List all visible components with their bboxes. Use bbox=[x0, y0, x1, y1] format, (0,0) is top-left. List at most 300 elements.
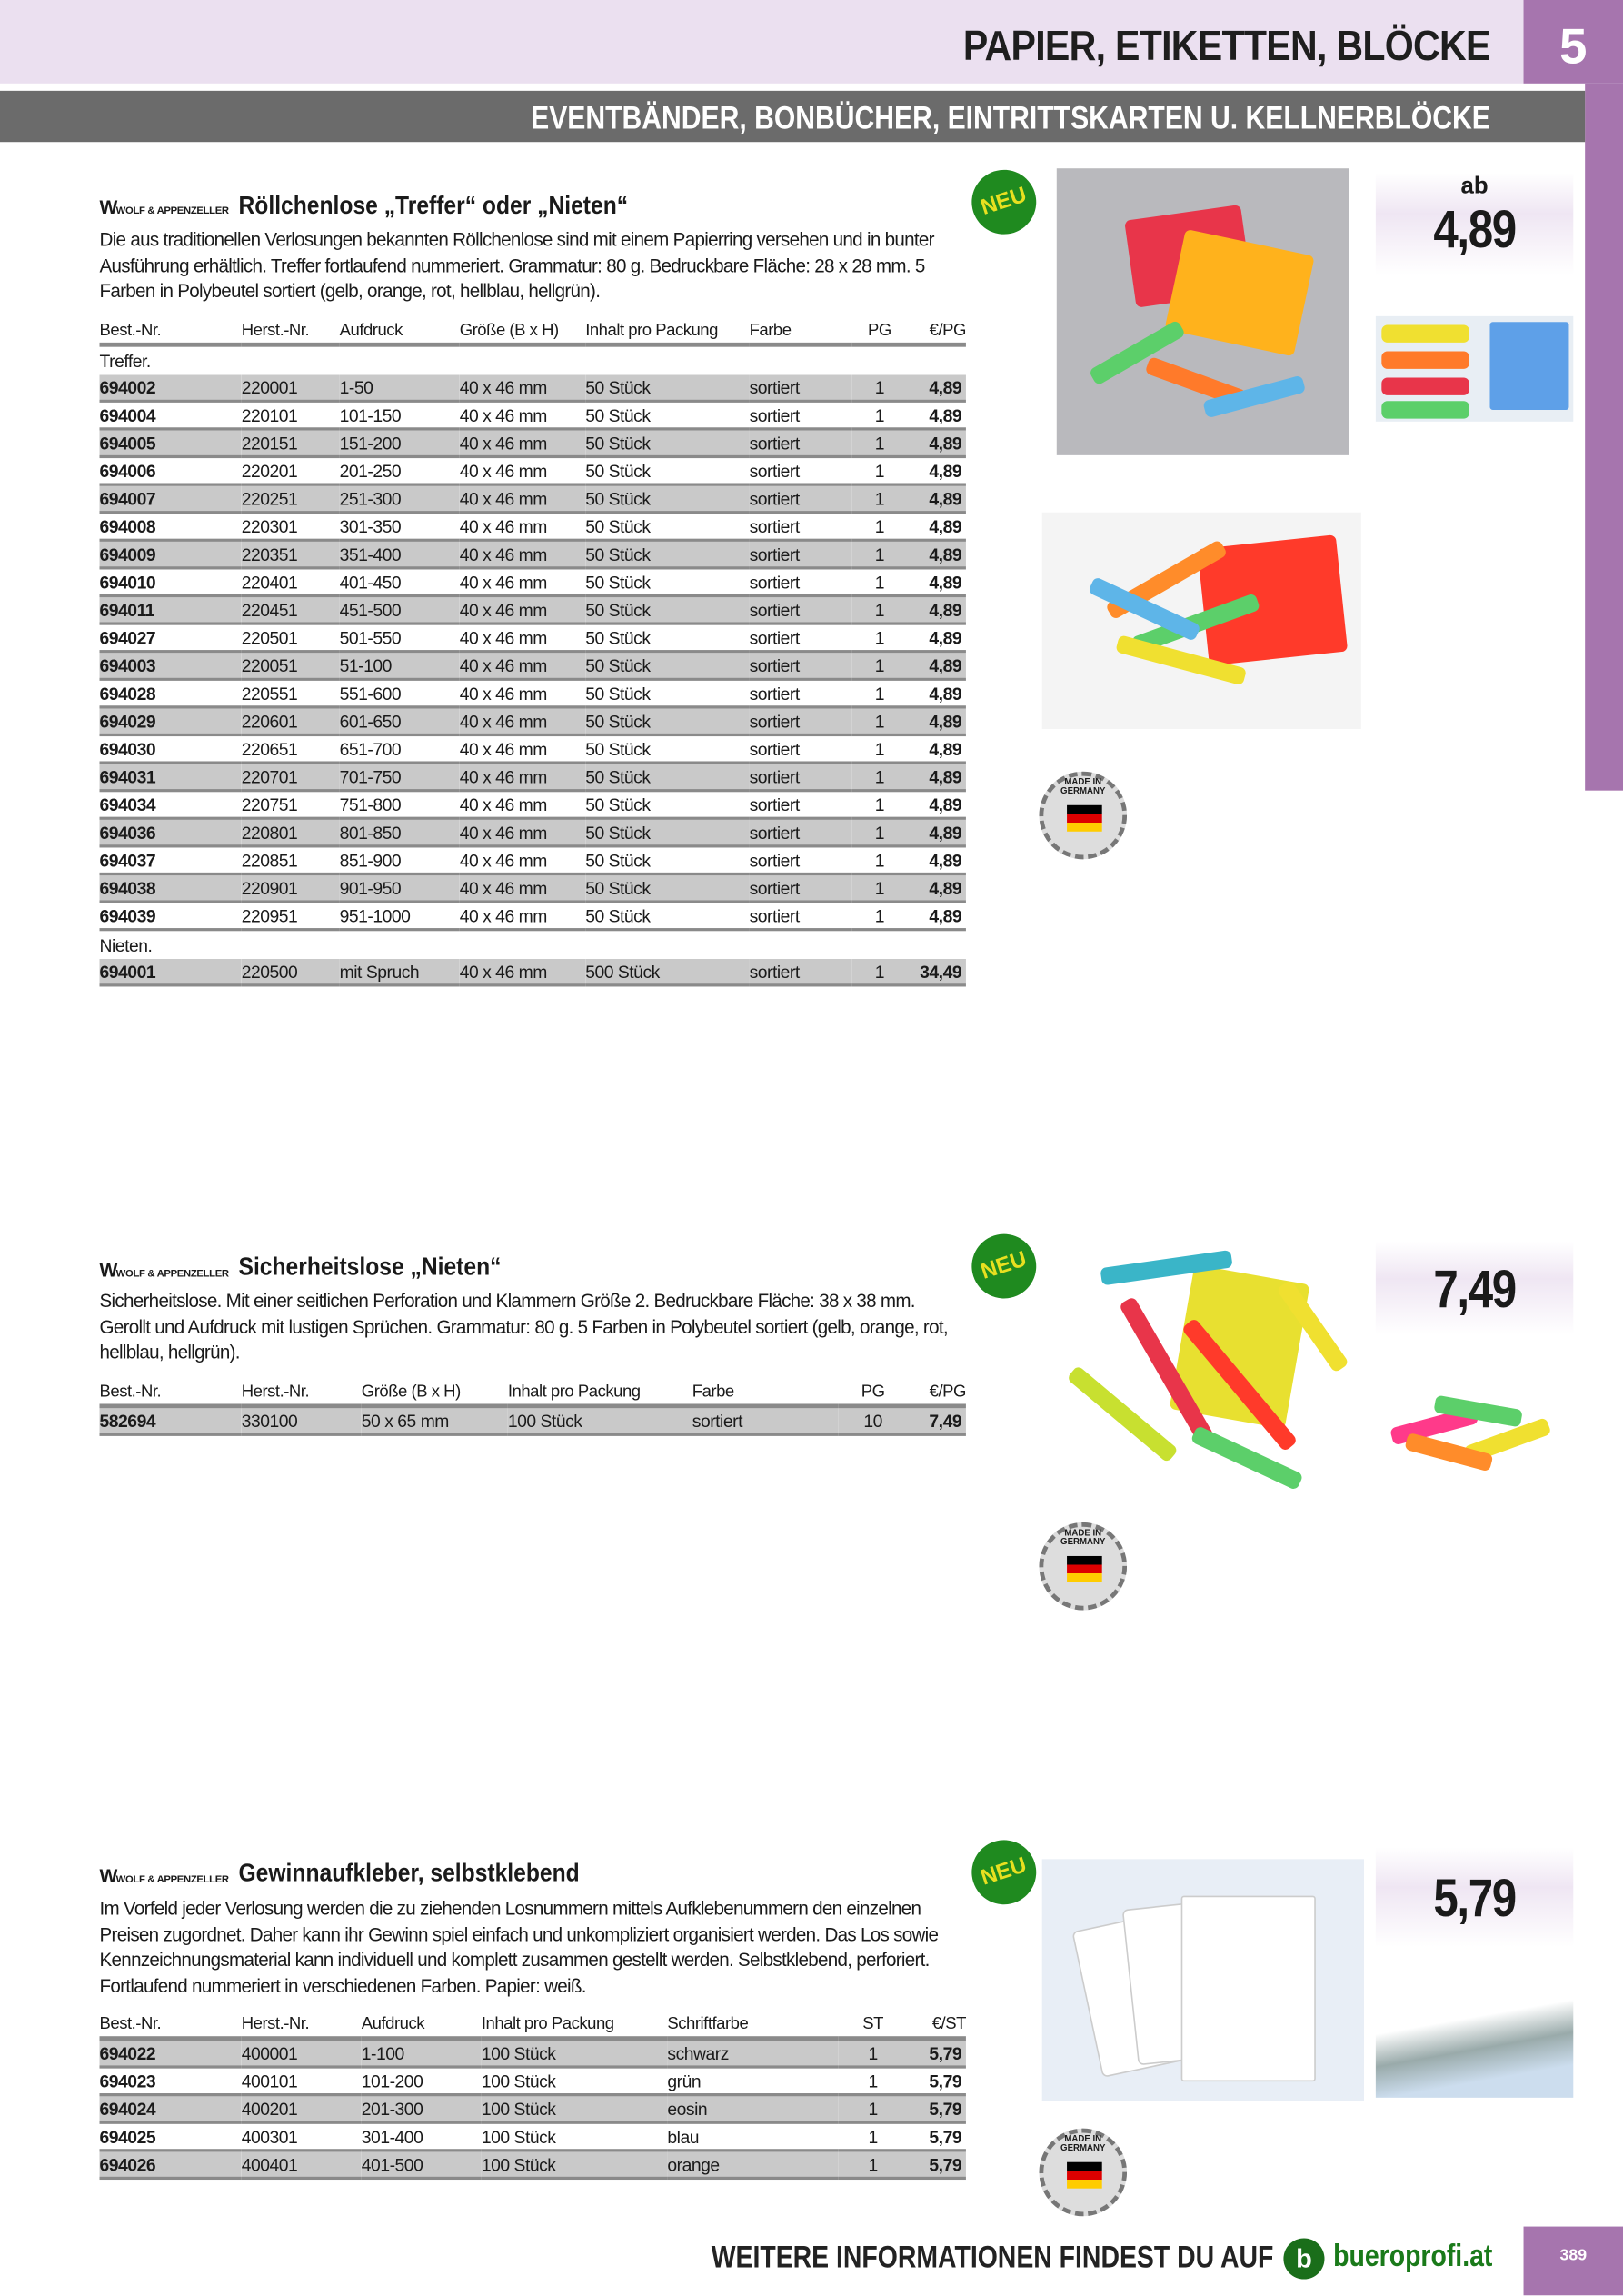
germany-flag-icon bbox=[1067, 805, 1102, 832]
table-cell: 1 bbox=[851, 456, 907, 484]
table-cell: 40 x 46 mm bbox=[460, 707, 586, 735]
table-cell: 851-900 bbox=[340, 846, 460, 874]
table-cell: 40 x 46 mm bbox=[460, 429, 586, 457]
table-cell: 220851 bbox=[242, 846, 340, 874]
table-cell: 1 bbox=[851, 624, 907, 652]
table-row[interactable] bbox=[100, 846, 966, 874]
table-cell: 1 bbox=[851, 679, 907, 707]
table-cell: 40 x 46 mm bbox=[460, 679, 586, 707]
table-cell: 220751 bbox=[242, 791, 340, 819]
table-cell: 40 x 46 mm bbox=[460, 791, 586, 819]
order-number: 694024 bbox=[100, 2095, 242, 2123]
price-cell: 4,89 bbox=[908, 484, 966, 513]
table-cell: 100 Stück bbox=[482, 2095, 668, 2123]
table-cell: eosin bbox=[667, 2095, 838, 2123]
table-cell: 40 x 46 mm bbox=[460, 484, 586, 513]
table-cell: 1 bbox=[851, 484, 907, 513]
table-cell: 1 bbox=[851, 902, 907, 930]
table-cell: 400301 bbox=[242, 2122, 362, 2151]
table-cell: 1 bbox=[839, 2151, 908, 2179]
product-image-2 bbox=[1042, 513, 1361, 729]
column-header: Inhalt pro Packung bbox=[482, 2009, 668, 2039]
order-number: 694026 bbox=[100, 2151, 242, 2179]
table-cell: 1 bbox=[851, 374, 907, 401]
table-cell: 220151 bbox=[242, 429, 340, 457]
column-header: Best.-Nr. bbox=[100, 314, 242, 344]
price-box bbox=[1376, 1847, 1573, 1947]
table-cell: 220351 bbox=[242, 540, 340, 568]
product-image bbox=[1057, 168, 1349, 455]
made-in-germany-badge: MADE IN GERMANY bbox=[1039, 772, 1127, 860]
price-cell: 4,89 bbox=[908, 818, 966, 846]
table-cell: 1 bbox=[851, 401, 907, 429]
price-cell: 4,89 bbox=[908, 568, 966, 596]
table-cell: 50 Stück bbox=[585, 734, 749, 763]
table-header bbox=[100, 314, 966, 344]
table-cell: 1 bbox=[839, 2067, 908, 2095]
product-table bbox=[100, 2009, 966, 2180]
table-cell: 40 x 46 mm bbox=[460, 624, 586, 652]
chapter-strip bbox=[1585, 84, 1623, 791]
table-cell: sortiert bbox=[750, 540, 852, 568]
table-cell: sortiert bbox=[750, 902, 852, 930]
product-table-grid bbox=[100, 2009, 966, 2180]
product-title: Röllchenlose „Treffer“ oder „Nieten“ bbox=[238, 191, 629, 220]
order-number: 694005 bbox=[100, 429, 242, 457]
column-header: Best.-Nr. bbox=[100, 2009, 242, 2039]
new-badge: NEU bbox=[963, 1832, 1044, 1912]
table-cell: 1 bbox=[851, 595, 907, 624]
table-row[interactable] bbox=[100, 429, 966, 457]
product-detail-image bbox=[1376, 316, 1573, 422]
table-cell: 101-150 bbox=[340, 401, 460, 429]
table-cell: 220401 bbox=[242, 568, 340, 596]
table-row[interactable] bbox=[100, 624, 966, 652]
column-header: Schriftfarbe bbox=[667, 2009, 838, 2039]
price-cell: 4,89 bbox=[908, 595, 966, 624]
germany-flag-icon bbox=[1067, 1556, 1102, 1582]
table-cell: sortiert bbox=[750, 429, 852, 457]
group-label-row bbox=[100, 344, 966, 374]
table-cell: 551-600 bbox=[340, 679, 460, 707]
order-number: 694039 bbox=[100, 902, 242, 930]
order-number: 694027 bbox=[100, 624, 242, 652]
table-row[interactable] bbox=[100, 902, 966, 930]
brand-logo: WWOLF & APPENZELLER bbox=[99, 1259, 229, 1282]
price-cell: 5,79 bbox=[908, 2095, 966, 2123]
group-label: Treffer. bbox=[99, 350, 151, 372]
table-cell: 50 Stück bbox=[585, 763, 749, 791]
table-row[interactable] bbox=[100, 959, 966, 985]
product-table-grid bbox=[100, 314, 966, 986]
table-cell: sortiert bbox=[750, 959, 852, 985]
table-cell: 220500 bbox=[242, 959, 340, 985]
table-cell: blau bbox=[667, 2122, 838, 2151]
table-cell: 901-950 bbox=[340, 873, 460, 902]
group-label-row bbox=[100, 930, 966, 959]
table-cell: sortiert bbox=[750, 401, 852, 429]
table-cell: sortiert bbox=[750, 513, 852, 541]
product-title: Gewinnaufkleber, selbstklebend bbox=[238, 1859, 580, 1887]
table-cell: sortiert bbox=[750, 484, 852, 513]
table-cell: 501-550 bbox=[340, 624, 460, 652]
price: 4,89 bbox=[1433, 199, 1516, 260]
column-header: Größe (B x H) bbox=[362, 1376, 508, 1406]
price-cell: 4,89 bbox=[908, 401, 966, 429]
column-header: €/PG bbox=[908, 1376, 966, 1406]
table-header bbox=[100, 2009, 966, 2039]
table-cell: 50 Stück bbox=[585, 652, 749, 680]
table-cell: 220951 bbox=[242, 902, 340, 930]
table-cell: 1-50 bbox=[340, 374, 460, 401]
table-cell: 220301 bbox=[242, 513, 340, 541]
price-cell: 4,89 bbox=[908, 540, 966, 568]
column-header: Aufdruck bbox=[340, 314, 460, 344]
column-header: Herst.-Nr. bbox=[242, 1376, 362, 1406]
order-number: 694007 bbox=[100, 484, 242, 513]
price-cell: 4,89 bbox=[908, 513, 966, 541]
table-cell: 330100 bbox=[242, 1406, 362, 1434]
order-number: 694004 bbox=[100, 401, 242, 429]
price-cell: 7,49 bbox=[908, 1406, 966, 1434]
table-cell: 751-800 bbox=[340, 791, 460, 819]
table-cell: 651-700 bbox=[340, 734, 460, 763]
table-cell: 1 bbox=[851, 429, 907, 457]
table-cell: 101-200 bbox=[362, 2067, 482, 2095]
table-cell: 1 bbox=[839, 2039, 908, 2067]
table-cell: 40 x 46 mm bbox=[460, 595, 586, 624]
table-cell: sortiert bbox=[750, 734, 852, 763]
price-prefix: ab bbox=[1460, 174, 1489, 200]
table-cell: 351-400 bbox=[340, 540, 460, 568]
order-number: 694025 bbox=[100, 2122, 242, 2151]
table-cell: 50 Stück bbox=[585, 568, 749, 596]
column-header: ST bbox=[839, 2009, 908, 2039]
table-cell: 40 x 46 mm bbox=[460, 401, 586, 429]
table-cell: 40 x 46 mm bbox=[460, 374, 586, 401]
column-header: PG bbox=[851, 314, 907, 344]
table-cell: sortiert bbox=[750, 818, 852, 846]
price-cell: 34,49 bbox=[908, 959, 966, 985]
table-cell: 50 Stück bbox=[585, 791, 749, 819]
column-header: Farbe bbox=[692, 1376, 839, 1406]
table-row[interactable] bbox=[100, 484, 966, 513]
table-row[interactable] bbox=[100, 679, 966, 707]
table-cell: schwarz bbox=[667, 2039, 838, 2067]
table-cell: 1 bbox=[851, 763, 907, 791]
order-number: 694009 bbox=[100, 540, 242, 568]
table-cell: 1 bbox=[851, 791, 907, 819]
product-description: Im Vorfeld jeder Verlosung werden die zu ziehenden Losnummern mittels Aufklebenummern den einzelnen Preisen zugordnet. Daher kann ihr Gewinn spiel einfach und unkompliziert organisiert werden. Das Los sowie Kennzeichnungsmaterial kann individuell und komplett zusammen gestellt werden. Selbstklebend, perforiert. Fortlaufend nummeriert in verschiedenen Farben. Papier: weiß. bbox=[99, 1897, 939, 1996]
product-image bbox=[1042, 1230, 1361, 1515]
table-cell: 50 Stück bbox=[585, 624, 749, 652]
table-cell: 251-300 bbox=[340, 484, 460, 513]
table-cell: sortiert bbox=[750, 652, 852, 680]
table-cell: 40 x 46 mm bbox=[460, 734, 586, 763]
table-row[interactable] bbox=[100, 1406, 966, 1434]
table-cell: 1 bbox=[851, 568, 907, 596]
table-cell: 40 x 46 mm bbox=[460, 652, 586, 680]
table-row[interactable] bbox=[100, 2067, 966, 2095]
table-cell: 50 Stück bbox=[585, 679, 749, 707]
table-cell: sortiert bbox=[750, 568, 852, 596]
table-row[interactable] bbox=[100, 791, 966, 819]
table-cell: 40 x 46 mm bbox=[460, 902, 586, 930]
product-table-grid bbox=[100, 1376, 966, 1436]
bueroprofi-logo-icon: b bbox=[1283, 2238, 1324, 2279]
table-header bbox=[100, 1376, 966, 1406]
table-row[interactable] bbox=[100, 456, 966, 484]
price-box bbox=[1376, 173, 1573, 275]
table-row[interactable] bbox=[100, 540, 966, 568]
table-row[interactable] bbox=[100, 734, 966, 763]
table-row[interactable] bbox=[100, 763, 966, 791]
table-cell: 50 Stück bbox=[585, 513, 749, 541]
table-row[interactable] bbox=[100, 652, 966, 680]
table-cell: 220901 bbox=[242, 873, 340, 902]
table-cell: 50 Stück bbox=[585, 873, 749, 902]
table-cell: 301-350 bbox=[340, 513, 460, 541]
table-cell: sortiert bbox=[750, 679, 852, 707]
page-number: 389 bbox=[1524, 2227, 1623, 2296]
price-cell: 4,89 bbox=[908, 791, 966, 819]
table-cell: sortiert bbox=[750, 374, 852, 401]
table-cell: sortiert bbox=[750, 456, 852, 484]
table-row[interactable] bbox=[100, 513, 966, 541]
table-row[interactable] bbox=[100, 2039, 966, 2067]
order-number: 694022 bbox=[100, 2039, 242, 2067]
table-cell: 1 bbox=[851, 540, 907, 568]
price-cell: 4,89 bbox=[908, 902, 966, 930]
table-cell: 40 x 46 mm bbox=[460, 540, 586, 568]
column-header: Herst.-Nr. bbox=[242, 2009, 362, 2039]
product-image bbox=[1042, 1859, 1364, 2101]
table-cell: 220601 bbox=[242, 707, 340, 735]
table-cell: 100 Stück bbox=[482, 2151, 668, 2179]
table-cell: 1 bbox=[851, 734, 907, 763]
order-number: 582694 bbox=[100, 1406, 242, 1434]
order-number: 694036 bbox=[100, 818, 242, 846]
chapter-tab[interactable]: 5 bbox=[1524, 0, 1623, 84]
price-box bbox=[1376, 1242, 1573, 1335]
made-in-germany-badge: MADE IN GERMANY bbox=[1039, 2129, 1127, 2217]
table-cell: 1 bbox=[851, 652, 907, 680]
table-row[interactable] bbox=[100, 401, 966, 429]
made-in-germany-badge: MADE IN GERMANY bbox=[1039, 1522, 1127, 1611]
table-row[interactable] bbox=[100, 707, 966, 735]
table-cell: 500 Stück bbox=[585, 959, 749, 985]
table-cell: sortiert bbox=[750, 846, 852, 874]
table-cell: 301-400 bbox=[362, 2122, 482, 2151]
table-cell: 1 bbox=[851, 873, 907, 902]
product-detail-image bbox=[1376, 1373, 1573, 1482]
product-detail-image bbox=[1376, 1969, 1573, 2098]
order-number: 694010 bbox=[100, 568, 242, 596]
table-cell: 50 Stück bbox=[585, 540, 749, 568]
website-link[interactable]: bueroprofi.at bbox=[1333, 2240, 1493, 2274]
order-number: 694023 bbox=[100, 2067, 242, 2095]
table-cell: 220201 bbox=[242, 456, 340, 484]
table-cell: 400401 bbox=[242, 2151, 362, 2179]
table-cell: orange bbox=[667, 2151, 838, 2179]
table-cell: 701-750 bbox=[340, 763, 460, 791]
price-cell: 4,89 bbox=[908, 734, 966, 763]
table-cell: 401-450 bbox=[340, 568, 460, 596]
table-cell: 451-500 bbox=[340, 595, 460, 624]
table-cell: 10 bbox=[839, 1406, 908, 1434]
order-number: 694028 bbox=[100, 679, 242, 707]
group-label: Nieten. bbox=[99, 934, 153, 955]
new-badge: NEU bbox=[963, 162, 1044, 243]
table-row[interactable] bbox=[100, 568, 966, 596]
table-cell: 220651 bbox=[242, 734, 340, 763]
order-number: 694037 bbox=[100, 846, 242, 874]
price-cell: 4,89 bbox=[908, 873, 966, 902]
table-cell: 40 x 46 mm bbox=[460, 959, 586, 985]
table-cell: 401-500 bbox=[362, 2151, 482, 2179]
table-cell: 100 Stück bbox=[482, 2039, 668, 2067]
table-cell: 220551 bbox=[242, 679, 340, 707]
table-cell: 1 bbox=[851, 959, 907, 985]
germany-flag-icon bbox=[1067, 2162, 1102, 2189]
price-cell: 4,89 bbox=[908, 429, 966, 457]
price-cell: 5,79 bbox=[908, 2151, 966, 2179]
product-description: Sicherheitslose. Mit einer seitlichen Perforation und Klammern Größe 2. Bedruckbare Fläche: 38 x 38 mm. Gerollt und Aufdruck mit lustigen Sprüchen. Grammatur: 80 g. 5 Farben in Polybeutel sortiert (gelb, orange, rot, hellblau, hellgrün). bbox=[99, 1289, 948, 1363]
table-row[interactable] bbox=[100, 2095, 966, 2123]
price-cell: 4,89 bbox=[908, 763, 966, 791]
price-cell: 5,79 bbox=[908, 2067, 966, 2095]
order-number: 694038 bbox=[100, 873, 242, 902]
order-number: 694034 bbox=[100, 791, 242, 819]
order-number: 694006 bbox=[100, 456, 242, 484]
price-cell: 4,89 bbox=[908, 846, 966, 874]
table-cell: 50 Stück bbox=[585, 456, 749, 484]
table-cell: 40 x 46 mm bbox=[460, 873, 586, 902]
column-header: €/ST bbox=[908, 2009, 966, 2039]
table-cell: 201-250 bbox=[340, 456, 460, 484]
product-table bbox=[100, 1376, 966, 1436]
brand-logo: WWOLF & APPENZELLER bbox=[99, 195, 229, 218]
product-table bbox=[100, 314, 966, 986]
table-cell: 40 x 46 mm bbox=[460, 818, 586, 846]
order-number: 694029 bbox=[100, 707, 242, 735]
column-header: Aufdruck bbox=[362, 2009, 482, 2039]
table-cell: 951-1000 bbox=[340, 902, 460, 930]
table-cell: 220001 bbox=[242, 374, 340, 401]
table-cell: sortiert bbox=[750, 763, 852, 791]
price: 7,49 bbox=[1433, 1259, 1516, 1320]
table-cell: 1 bbox=[851, 513, 907, 541]
table-cell: 220451 bbox=[242, 595, 340, 624]
column-header: PG bbox=[839, 1376, 908, 1406]
table-cell: 400101 bbox=[242, 2067, 362, 2095]
table-row[interactable] bbox=[100, 374, 966, 401]
table-cell: sortiert bbox=[750, 707, 852, 735]
column-header: €/PG bbox=[908, 314, 966, 344]
table-cell: 201-300 bbox=[362, 2095, 482, 2123]
table-cell: 1 bbox=[839, 2122, 908, 2151]
table-cell: 40 x 46 mm bbox=[460, 568, 586, 596]
table-cell: 40 x 46 mm bbox=[460, 763, 586, 791]
table-cell: 601-650 bbox=[340, 707, 460, 735]
price: 5,79 bbox=[1433, 1867, 1516, 1929]
price-cell: 4,89 bbox=[908, 456, 966, 484]
table-cell: 50 Stück bbox=[585, 401, 749, 429]
product-title: Sicherheitslose „Nieten“ bbox=[238, 1253, 502, 1282]
order-number: 694011 bbox=[100, 595, 242, 624]
table-cell: 50 Stück bbox=[585, 818, 749, 846]
table-cell: 50 Stück bbox=[585, 595, 749, 624]
price-cell: 5,79 bbox=[908, 2039, 966, 2067]
price-cell: 4,89 bbox=[908, 624, 966, 652]
table-cell: sortiert bbox=[692, 1406, 839, 1434]
column-header: Farbe bbox=[750, 314, 852, 344]
table-row[interactable] bbox=[100, 2151, 966, 2179]
column-header: Herst.-Nr. bbox=[242, 314, 340, 344]
table-cell: 220801 bbox=[242, 818, 340, 846]
table-cell: 100 Stück bbox=[482, 2067, 668, 2095]
table-cell: sortiert bbox=[750, 873, 852, 902]
table-cell: sortiert bbox=[750, 595, 852, 624]
table-cell: 220101 bbox=[242, 401, 340, 429]
order-number: 694003 bbox=[100, 652, 242, 680]
table-cell: 1-100 bbox=[362, 2039, 482, 2067]
table-cell: 50 Stück bbox=[585, 484, 749, 513]
table-cell: sortiert bbox=[750, 624, 852, 652]
table-cell: 1 bbox=[851, 846, 907, 874]
new-badge: NEU bbox=[963, 1225, 1044, 1306]
table-cell: 220251 bbox=[242, 484, 340, 513]
table-row[interactable] bbox=[100, 873, 966, 902]
table-cell: 220501 bbox=[242, 624, 340, 652]
brand-logo: WWOLF & APPENZELLER bbox=[99, 1864, 229, 1887]
order-number: 694008 bbox=[100, 513, 242, 541]
table-cell: 50 Stück bbox=[585, 846, 749, 874]
table-cell: 40 x 46 mm bbox=[460, 846, 586, 874]
table-row[interactable] bbox=[100, 595, 966, 624]
table-row[interactable] bbox=[100, 2122, 966, 2151]
price-cell: 4,89 bbox=[908, 707, 966, 735]
order-number: 694030 bbox=[100, 734, 242, 763]
table-cell: 220701 bbox=[242, 763, 340, 791]
table-cell: 220051 bbox=[242, 652, 340, 680]
table-cell: mit Spruch bbox=[340, 959, 460, 985]
table-cell: grün bbox=[667, 2067, 838, 2095]
order-number: 694031 bbox=[100, 763, 242, 791]
price-cell: 5,79 bbox=[908, 2122, 966, 2151]
price-cell: 4,89 bbox=[908, 679, 966, 707]
table-cell: 801-850 bbox=[340, 818, 460, 846]
table-cell: 50 Stück bbox=[585, 902, 749, 930]
table-cell: 51-100 bbox=[340, 652, 460, 680]
table-cell: 40 x 46 mm bbox=[460, 456, 586, 484]
table-cell: 1 bbox=[851, 707, 907, 735]
table-cell: 400201 bbox=[242, 2095, 362, 2123]
order-number: 694002 bbox=[100, 374, 242, 401]
table-cell: 151-200 bbox=[340, 429, 460, 457]
table-cell: 100 Stück bbox=[482, 2122, 668, 2151]
table-cell: 1 bbox=[839, 2095, 908, 2123]
column-header: Inhalt pro Packung bbox=[508, 1376, 692, 1406]
table-cell: 50 Stück bbox=[585, 707, 749, 735]
table-cell: 400001 bbox=[242, 2039, 362, 2067]
table-cell: 100 Stück bbox=[508, 1406, 692, 1434]
table-row[interactable] bbox=[100, 818, 966, 846]
product-description: Die aus traditionellen Verlosungen bekannten Röllchenlose sind mit einem Papierring versehen und in bunter Ausführung erhältlich. Treffer fortlaufend nummeriert. Grammatur: 80 g. Bedruckbare Fläche: 28 x 28 mm. 5 Farben in Polybeutel sortiert (gelb, orange, rot, hellblau, hellgrün). bbox=[99, 228, 934, 302]
column-header: Best.-Nr. bbox=[100, 1376, 242, 1406]
column-header: Größe (B x H) bbox=[460, 314, 586, 344]
table-cell: sortiert bbox=[750, 791, 852, 819]
